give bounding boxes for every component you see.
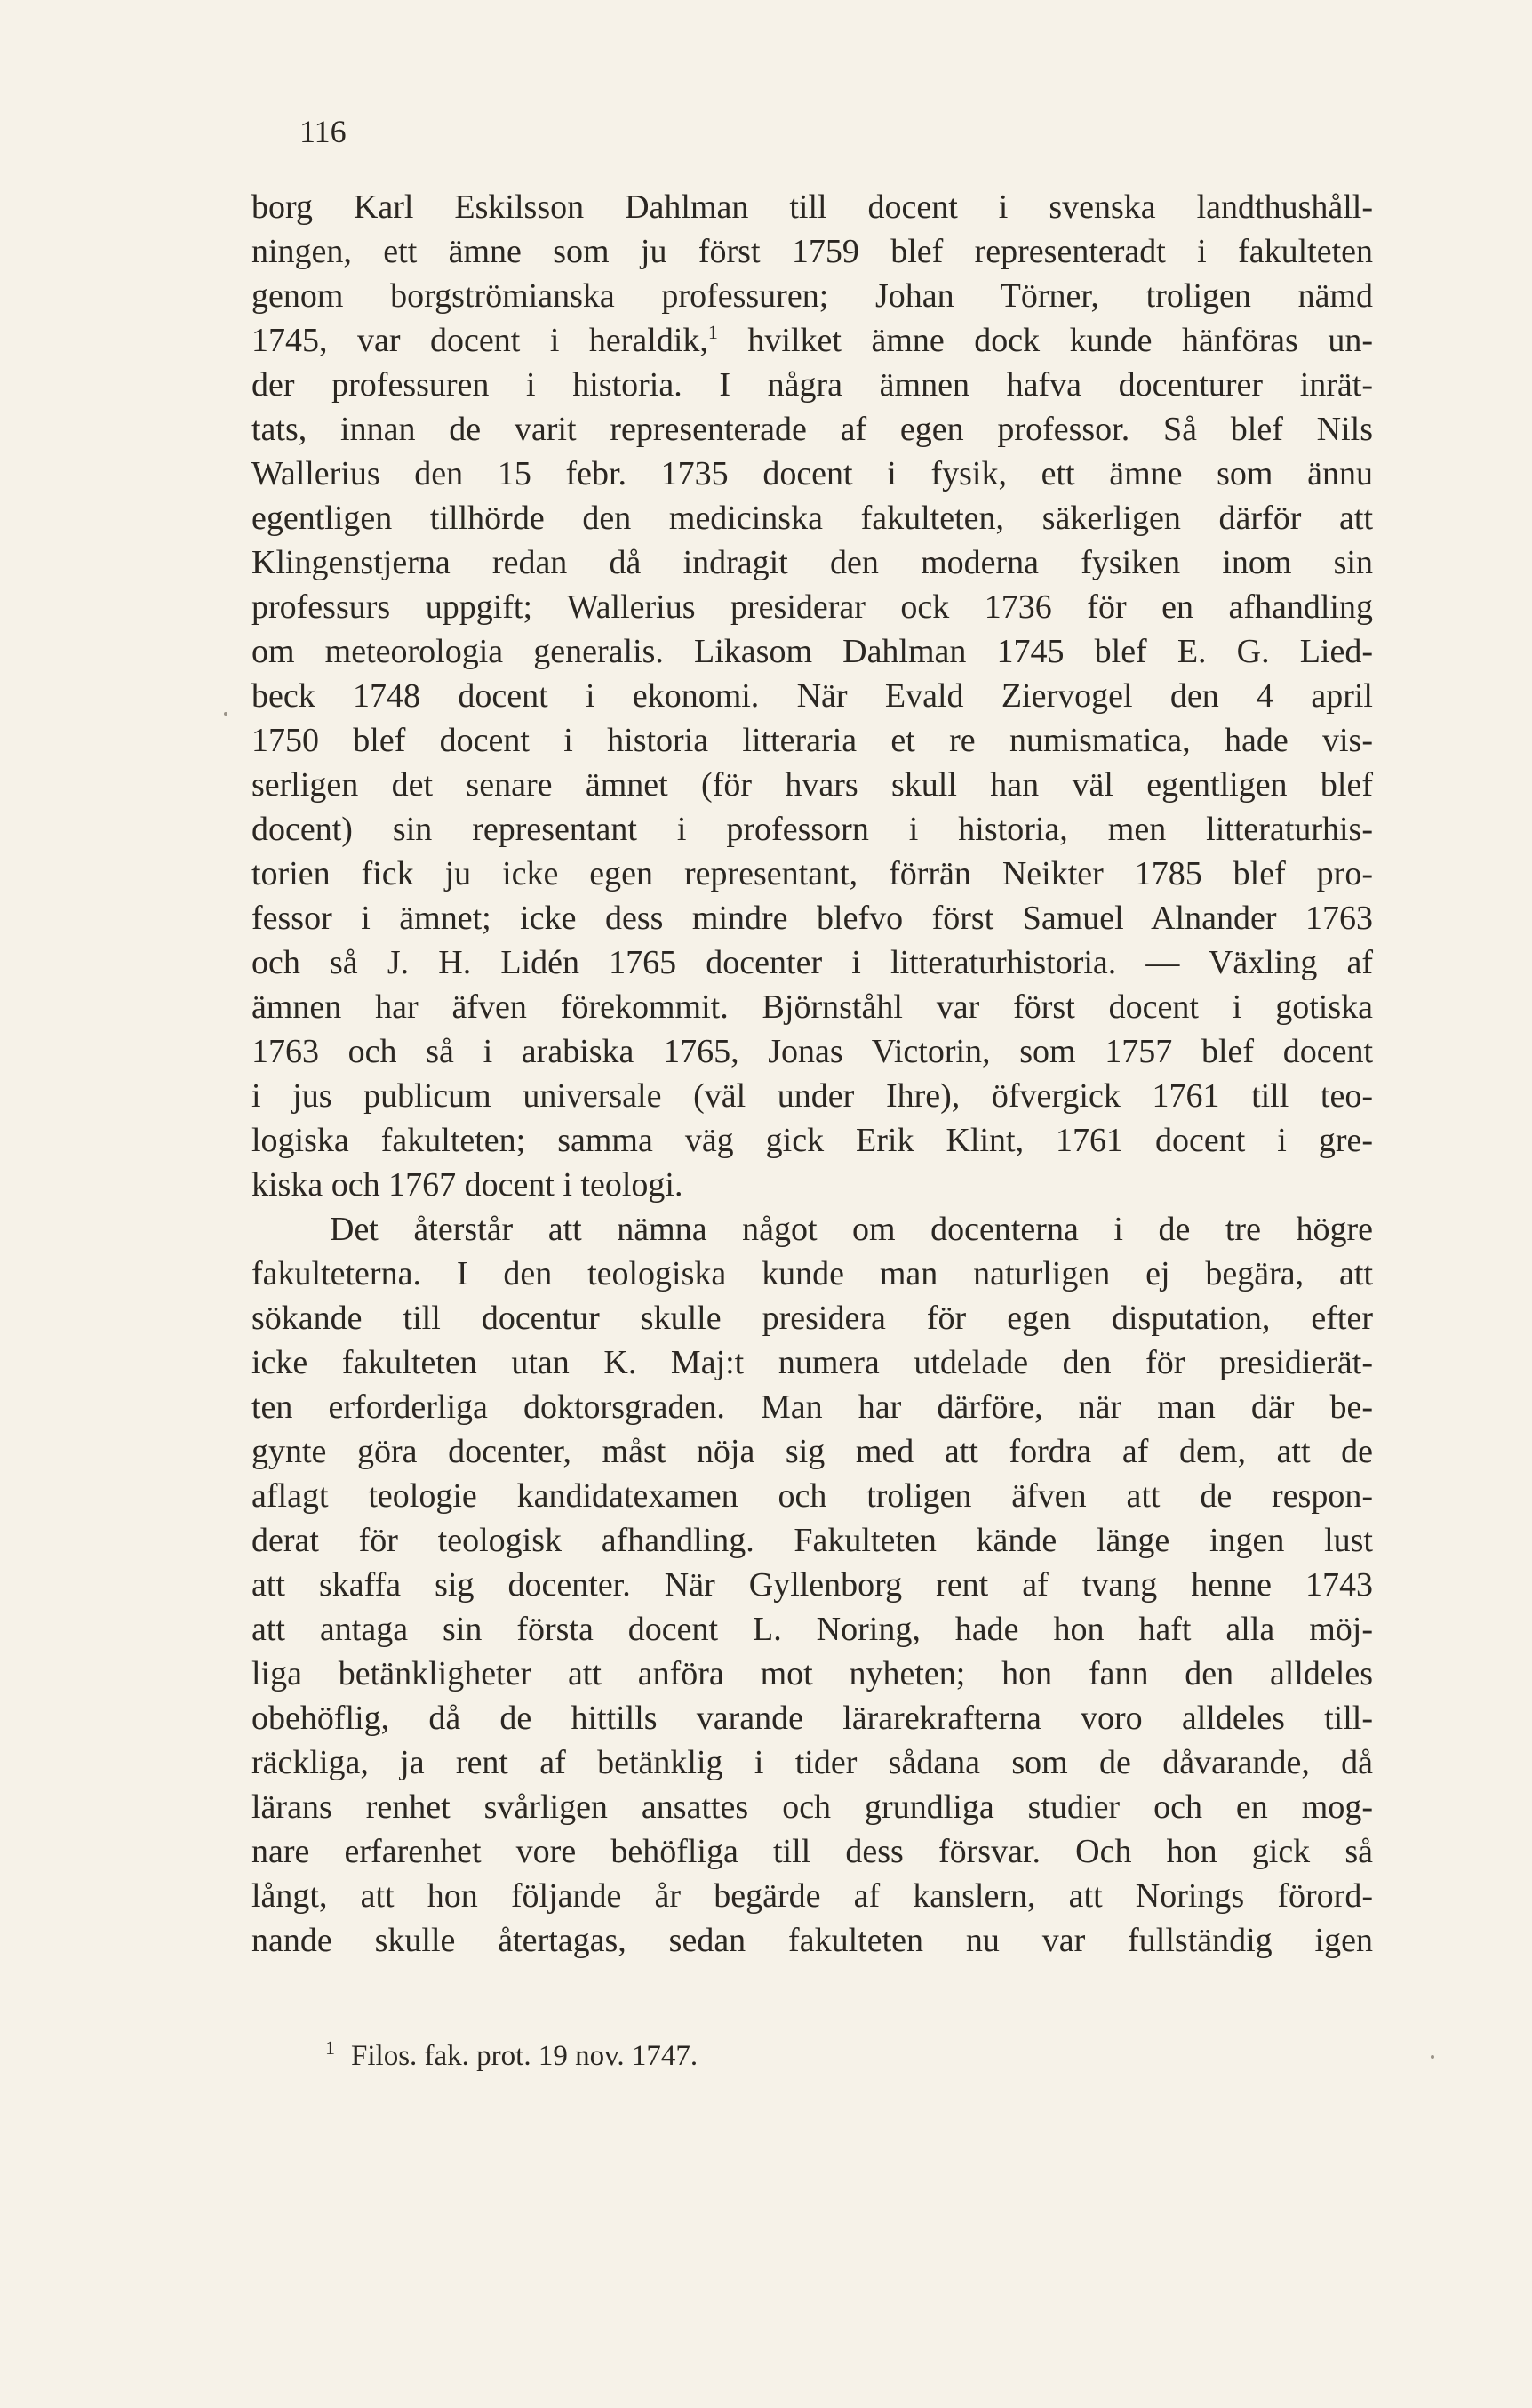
paper-speck: [224, 712, 227, 716]
page-number: 116: [299, 114, 347, 149]
text-line: om meteorologia generalis. Likasom Dahlman 1745 blef E. G. Lied-: [251, 633, 1373, 670]
text-line: kiska och 1767 docent i teologi.: [251, 1166, 683, 1204]
text-line: räckliga, ja rent af betänklig i tider sådana som de dåvarande, då: [251, 1744, 1373, 1781]
text-line: 1750 blef docent i historia litteraria et re numismatica, hade vis-: [251, 722, 1373, 759]
text-line: långt, att hon följande år begärde af kanslern, att Norings förord-: [251, 1877, 1373, 1915]
text-line: Klingenstjerna redan då indragit den moderna fysiken inom sin: [251, 544, 1373, 581]
text-line: borg Karl Eskilsson Dahlman till docent i svenska landthushåll-: [251, 188, 1373, 226]
text-line: professurs uppgift; Wallerius presiderar ock 1736 för en afhandling: [251, 588, 1373, 626]
text-line: obehöflig, då de hittills varande lärarekrafterna voro alldeles till-: [251, 1700, 1373, 1737]
text-line: beck 1748 docent i ekonomi. När Evald Ziervogel den 4 april: [251, 677, 1373, 715]
text-line: liga betänkligheter att anföra mot nyheten; hon fann den alldeles: [251, 1655, 1373, 1692]
text-fragment: hvilket ämne dock kunde hänföras un-: [717, 322, 1373, 359]
text-line: och så J. H. Lidén 1765 docenter i litteraturhistoria. — Växling af: [251, 944, 1373, 981]
text-line: ämnen har äfven förekommit. Björnståhl var först docent i gotiska: [251, 988, 1373, 1026]
text-line: torien fick ju icke egen representant, förrän Neikter 1785 blef pro-: [251, 855, 1373, 892]
text-line: lärans renhet svårligen ansattes och grundliga studier och en mog-: [251, 1788, 1373, 1826]
text-line: att skaffa sig docenter. När Gyllenborg rent af tvang henne 1743: [251, 1566, 1373, 1604]
text-line-with-footnote-ref: [251, 318, 1373, 363]
text-line: sökande till docentur skulle presidera för egen disputation, efter: [251, 1300, 1373, 1337]
footnote-mark: 1: [325, 2036, 335, 2059]
text-line: tats, innan de varit representerade af egen professor. Så blef Nils: [251, 411, 1373, 448]
text-line: i jus publicum universale (väl under Ihre), öfvergick 1761 till teo-: [251, 1077, 1373, 1115]
text-line: ningen, ett ämne som ju först 1759 blef representeradt i fakulteten: [251, 233, 1373, 270]
text-line: fakulteterna. I den teologiska kunde man naturligen ej begära, att: [251, 1255, 1373, 1292]
footnote: [325, 2030, 698, 2074]
text-line: egentligen tillhörde den medicinska fakulteten, säkerligen därför att: [251, 500, 1373, 537]
text-line: fessor i ämnet; icke dess mindre blefvo först Samuel Alnander 1763: [251, 900, 1373, 937]
text-line: docent) sin representant i professorn i historia, men litteraturhis-: [251, 811, 1373, 848]
footnote-reference: 1: [707, 321, 718, 343]
text-line: derat för teologisk afhandling. Fakulteten kände länge ingen lust: [251, 1522, 1373, 1559]
text-line: serligen det senare ämnet (för hvars skull han väl egentligen blef: [251, 766, 1373, 804]
text-line: nare erfarenhet vore behöfliga till dess försvar. Och hon gick så: [251, 1833, 1373, 1870]
footnote-text: Filos. fak. prot. 19 nov. 1747.: [351, 2040, 698, 2072]
text-line: genom borgströmianska professuren; Johan Törner, troligen nämd: [251, 277, 1373, 315]
text-line: nande skulle återtagas, sedan fakulteten nu var fullständig igen: [251, 1922, 1373, 1959]
body-text: [251, 185, 1373, 1963]
paper-speck: [1431, 2055, 1434, 2059]
text-line: att antaga sin första docent L. Noring, hade hon haft alla möj-: [251, 1611, 1373, 1648]
text-fragment: 1745, var docent i heraldik,: [251, 322, 708, 359]
text-line: 1763 och så i arabiska 1765, Jonas Victorin, som 1757 blef docent: [251, 1033, 1373, 1070]
text-line: der professuren i historia. I några ämnen hafva docenturer inrät-: [251, 366, 1373, 404]
text-line: Wallerius den 15 febr. 1735 docent i fysik, ett ämne som ännu: [251, 455, 1373, 492]
text-line: ten erforderliga doktorsgraden. Man har därföre, när man där be-: [251, 1388, 1373, 1426]
text-line-paragraph-start: Det återstår att nämna något om docenterna i de tre högre: [330, 1211, 1373, 1248]
text-line: aflagt teologie kandidatexamen och troligen äfven att de respon-: [251, 1477, 1373, 1515]
text-line: gynte göra docenter, måst nöja sig med att fordra af dem, att de: [251, 1433, 1373, 1470]
text-line: icke fakulteten utan K. Maj:t numera utdelade den för presidierät-: [251, 1344, 1373, 1381]
text-line: logiska fakulteten; samma väg gick Erik Klint, 1761 docent i gre-: [251, 1122, 1373, 1159]
